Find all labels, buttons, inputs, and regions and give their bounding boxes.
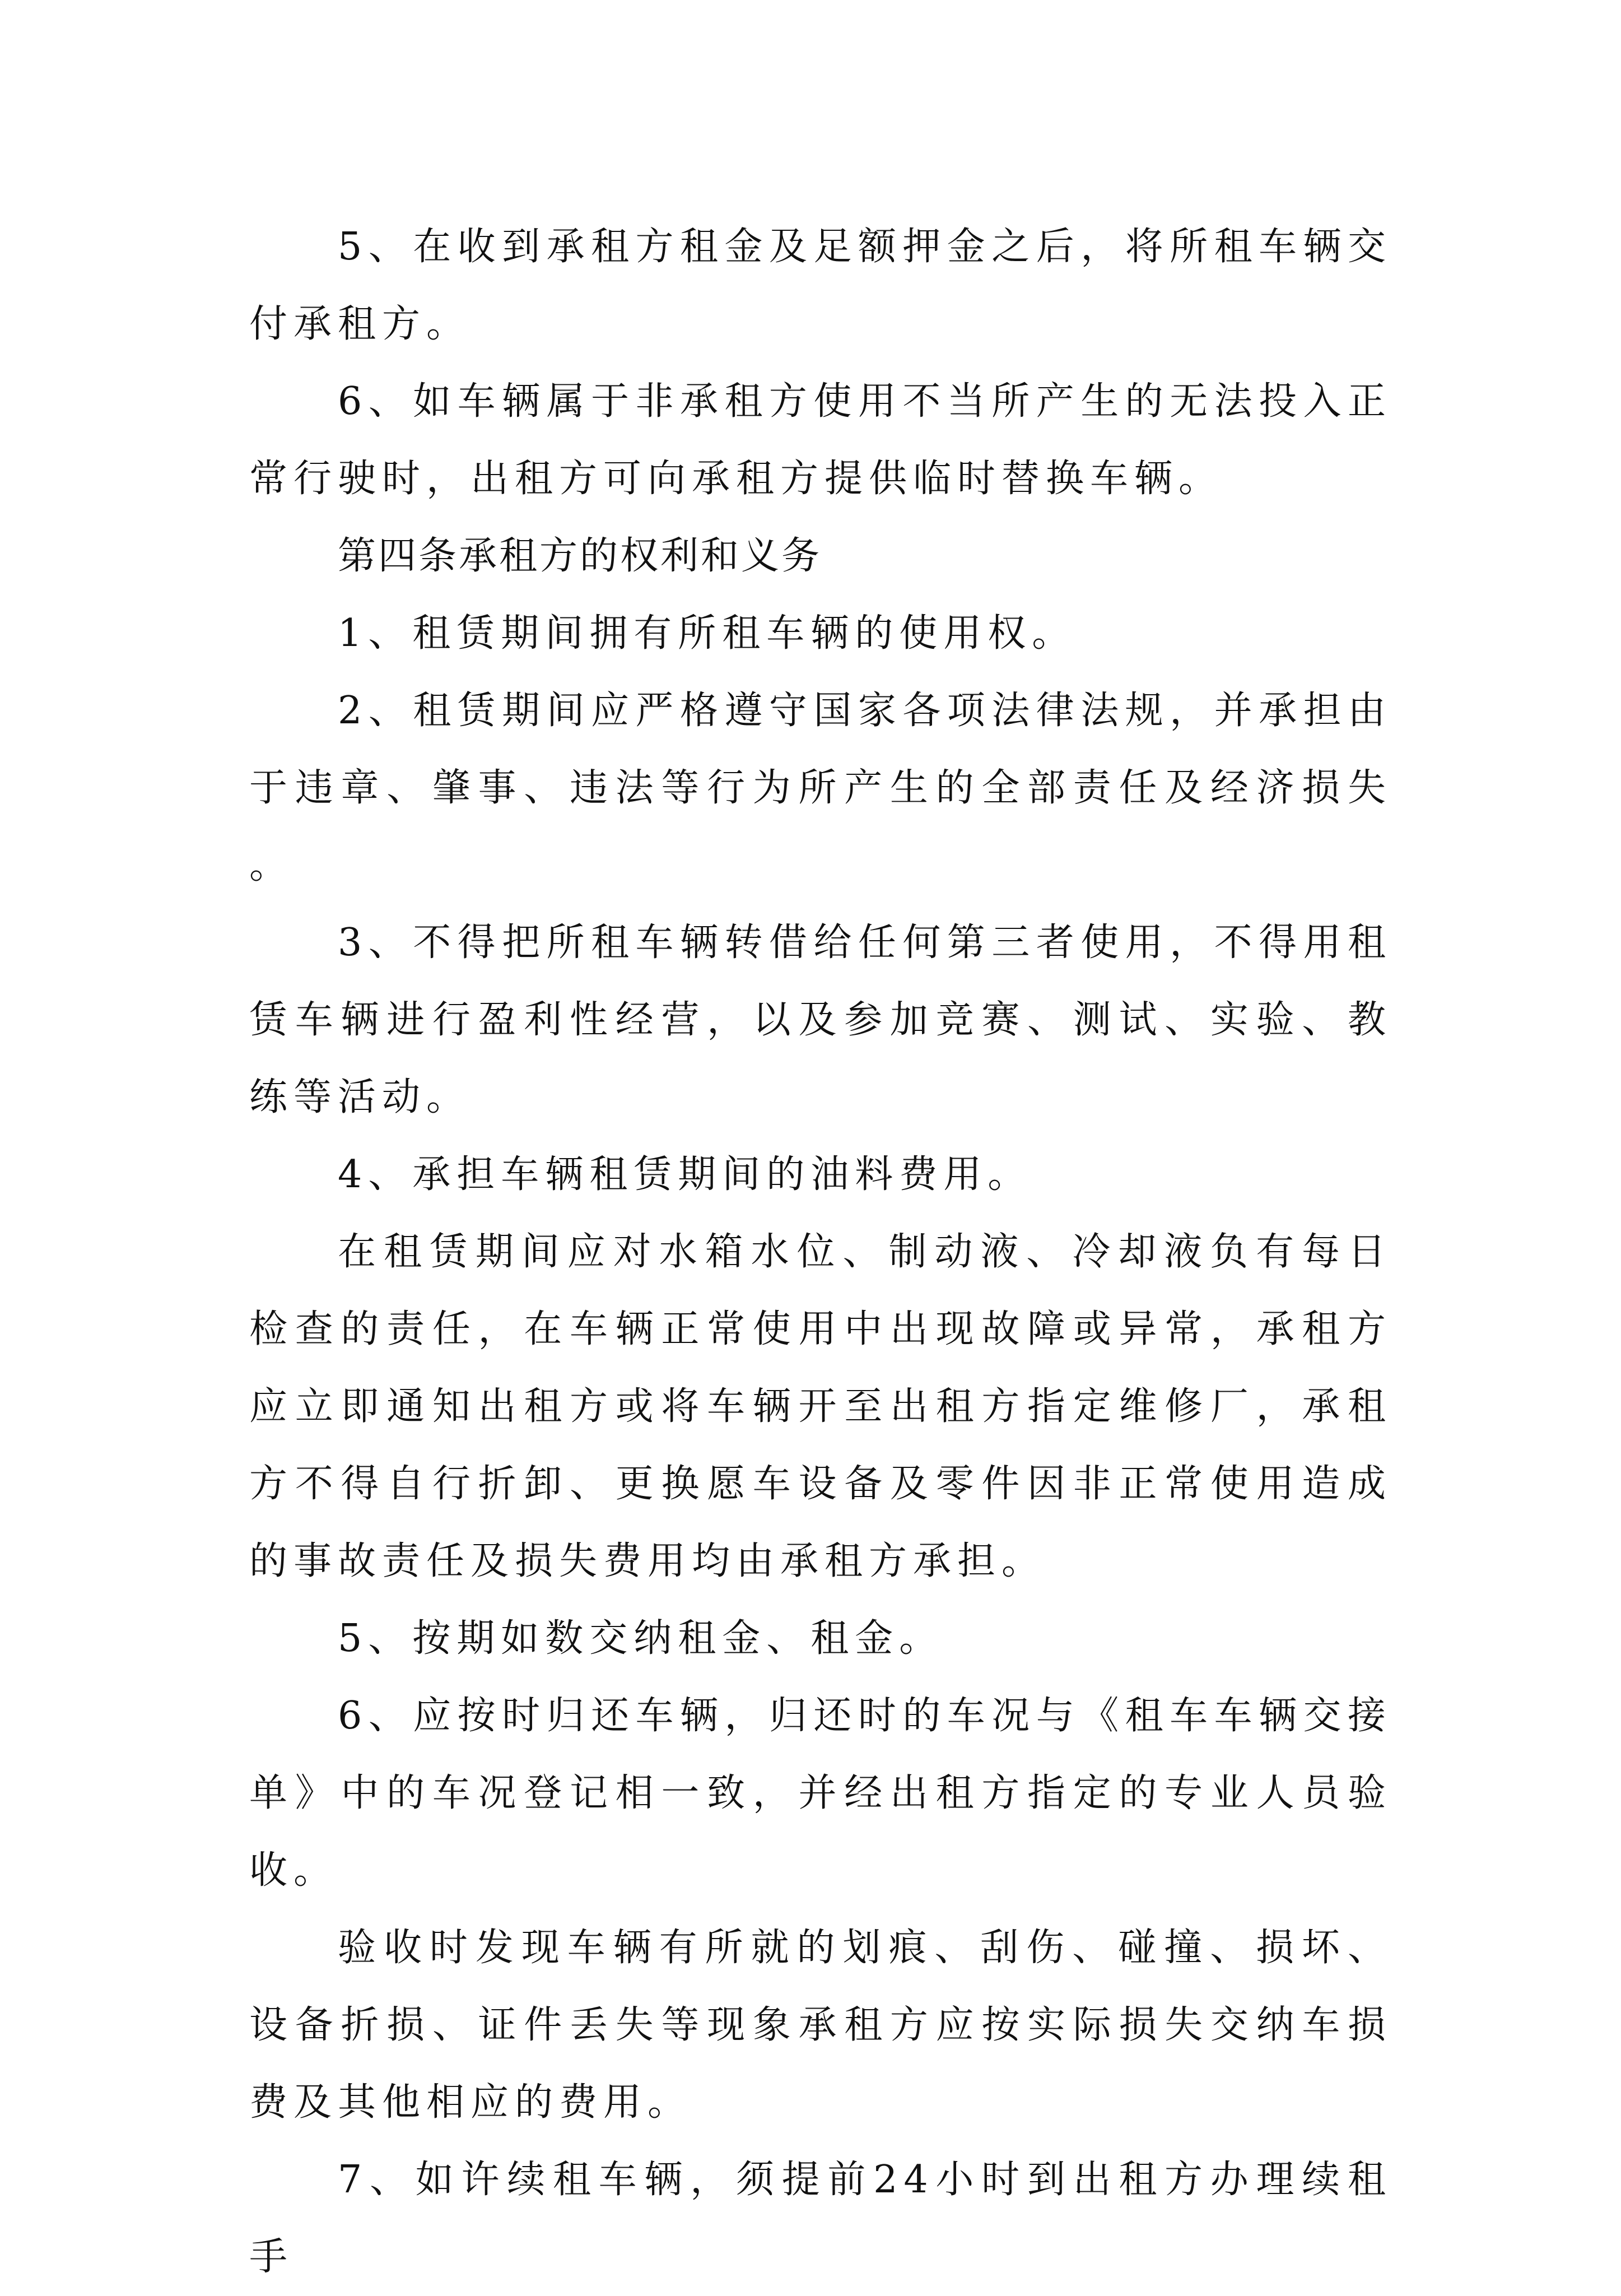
paragraph-clause-4-fuel: 4、承担车辆租赁期间的油料费用。 xyxy=(338,1152,1032,1197)
paragraph-clause-5-rent: 5、按期如数交纳租金、租金。 xyxy=(338,1616,944,1661)
paragraph-clause-3-no-sublet: 3、不得把所租车辆转借给任何第三者使用，不得用租赁车辆进行盈利性经营，以及参加竞赛、测试、实验、教练等活动。 xyxy=(249,921,1392,1119)
document-body xyxy=(249,208,1392,2296)
section-heading-article-4: 第四条承租方的权利和义务 xyxy=(338,534,822,578)
paragraph-clause-2-laws: 2、租赁期间应严格遵守国家各项法律法规，并承担由于违章、肇事、违法等行为所产生的全部责任及经济损失。 xyxy=(249,689,1392,887)
paragraph-clause-7-renewal: 7、如许续租车辆，须提前24小时到出租方办理续租手 xyxy=(249,2158,1392,2279)
paragraph-clause-5-delivery: 5、在收到承租方租金及足额押金之后，将所租车辆交付承租方。 xyxy=(249,225,1392,346)
paragraph-maintenance-duty: 在租赁期间应对水箱水位、制动液、冷却液负有每日检查的责任，在车辆正常使用中出现故障或异常，承租方应立即通知出租方或将车辆开至出租方指定维修厂，承租方不得自行折卸、更换愿车设备及零件因非正常使用造成的事故责任及损失费用均由承租方承担。 xyxy=(249,1230,1392,1583)
paragraph-clause-6-replacement: 6、如车辆属于非承租方使用不当所产生的无法投入正常行驶时，出租方可向承租方提供临时替换车辆。 xyxy=(249,379,1392,501)
paragraph-clause-6-return: 6、应按时归还车辆，归还时的车况与《租车车辆交接单》中的车况登记相一致，并经出租方指定的专业人员验收。 xyxy=(249,1694,1392,1893)
paragraph-inspection-damage: 验收时发现车辆有所就的划痕、刮伤、碰撞、损坏、设备折损、证件丢失等现象承租方应按实际损失交纳车损费及其他相应的费用。 xyxy=(249,1926,1392,2125)
paragraph-clause-1-usage-right: 1、租赁期间拥有所租车辆的使用权。 xyxy=(338,611,1077,656)
